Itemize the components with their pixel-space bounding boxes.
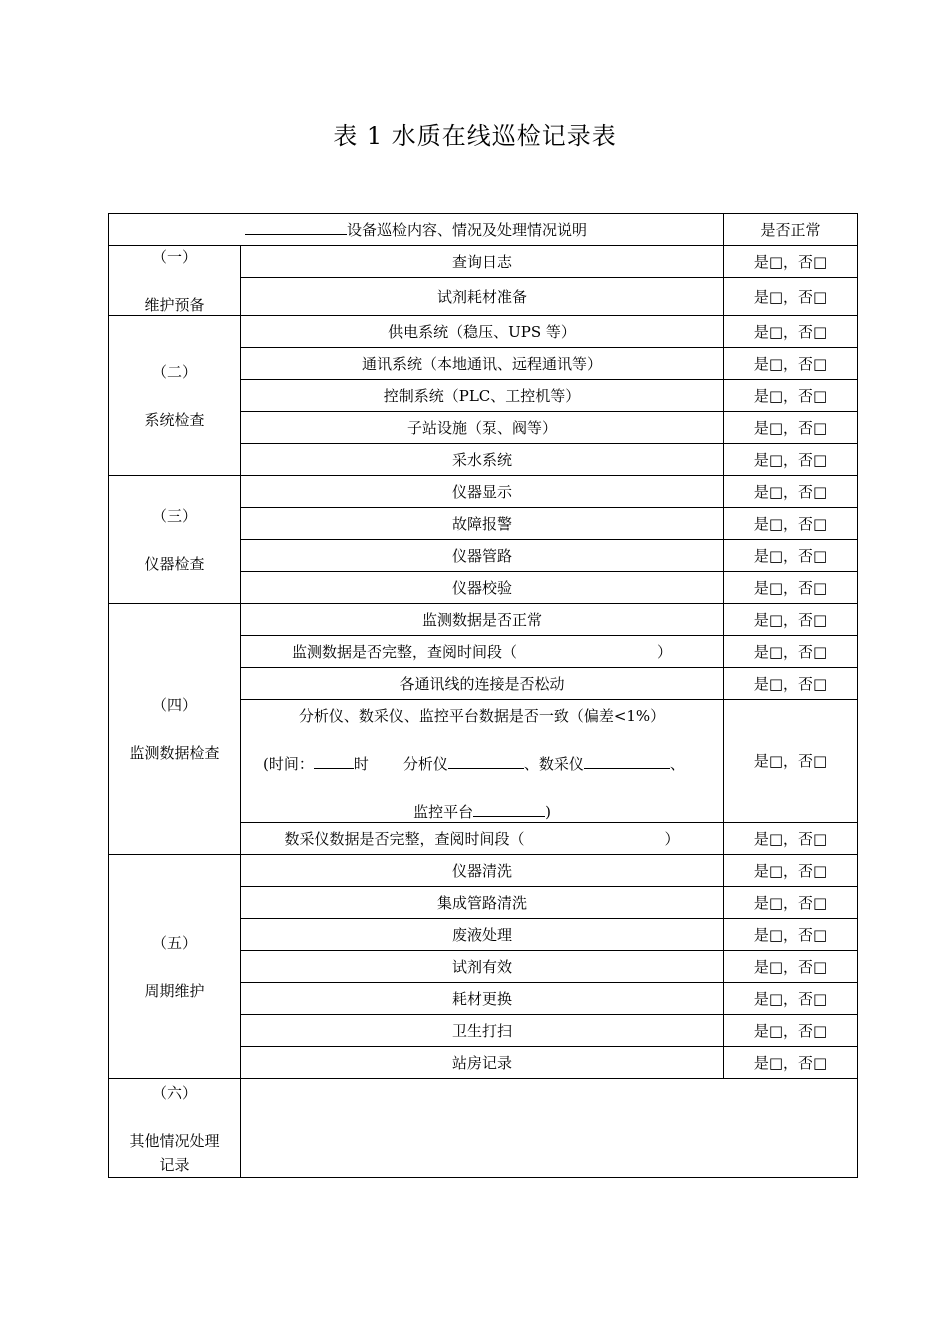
yes-no-checkbox[interactable]: 是□，否□ — [724, 700, 858, 823]
section-name: 仪器检查 — [144, 554, 205, 573]
yes-no-checkbox[interactable]: 是□，否□ — [724, 951, 858, 983]
section-1-cell — [109, 246, 241, 316]
section-3-cell — [109, 476, 241, 604]
yes-no-checkbox[interactable]: 是□，否□ — [724, 604, 858, 636]
section-number: （三） — [151, 506, 197, 525]
time-input[interactable] — [314, 754, 354, 769]
section-number: （二） — [151, 362, 197, 381]
section-number: （一） — [151, 247, 197, 266]
platform-field — [249, 802, 715, 822]
table-row — [109, 855, 858, 887]
item-cell: 查询日志 — [241, 246, 724, 278]
section-name: 系统检查 — [144, 410, 205, 429]
yes-no-checkbox[interactable]: 是□，否□ — [724, 246, 858, 278]
item-cell: 废液处理 — [241, 919, 724, 951]
yes-no-checkbox[interactable]: 是□，否□ — [724, 636, 858, 668]
inspection-form-table — [108, 213, 858, 1178]
yes-no-checkbox[interactable]: 是□，否□ — [724, 476, 858, 508]
yes-no-checkbox[interactable]: 是□，否□ — [724, 508, 858, 540]
close-paren: ） — [657, 642, 673, 661]
table-row — [109, 246, 858, 278]
yes-no-checkbox[interactable]: 是□，否□ — [724, 1047, 858, 1079]
collector-label: 数采仪 — [538, 755, 584, 773]
item-cell: 控制系统（PLC、工控机等） — [241, 380, 724, 412]
item-cell: 子站设施（泵、阀等） — [241, 412, 724, 444]
yes-no-checkbox[interactable]: 是□，否□ — [724, 380, 858, 412]
header-desc-label: 设备巡检内容、情况及处理情况说明 — [347, 220, 588, 239]
item-cell: 站房记录 — [241, 1047, 724, 1079]
item-cell: 仪器管路 — [241, 540, 724, 572]
yes-no-checkbox[interactable]: 是□，否□ — [724, 444, 858, 476]
analyzer-label: 分析仪 — [402, 755, 448, 773]
header-status-cell: 是否正常 — [724, 214, 858, 246]
yes-no-checkbox[interactable]: 是□，否□ — [724, 887, 858, 919]
item-cell: 采水系统 — [241, 444, 724, 476]
yes-no-checkbox[interactable]: 是□，否□ — [724, 1015, 858, 1047]
close-paren: ) — [545, 803, 551, 821]
comparison-fields — [249, 754, 715, 774]
section-number: （五） — [151, 933, 197, 952]
item-cell: 集成管路清洗 — [241, 887, 724, 919]
separator: 、 — [523, 755, 539, 773]
section-2-cell — [109, 316, 241, 476]
yes-no-checkbox[interactable]: 是□，否□ — [724, 572, 858, 604]
yes-no-checkbox[interactable]: 是□，否□ — [724, 540, 858, 572]
item-cell: 各通讯线的连接是否松动 — [241, 668, 724, 700]
section-name: 维护预备 — [144, 295, 205, 314]
other-notes-field[interactable] — [241, 1079, 858, 1178]
item-cell: 故障报警 — [241, 508, 724, 540]
item-cell: 仪器清洗 — [241, 855, 724, 887]
comparison-question: 分析仪、数采仪、监控平台数据是否一致（偏差<1%） — [298, 707, 666, 725]
yes-no-checkbox[interactable]: 是□，否□ — [724, 855, 858, 887]
page-title: 表 1 水质在线巡检记录表 — [333, 122, 617, 150]
section-name: 周期维护 — [144, 981, 205, 1000]
item-cell: 监测数据是否正常 — [241, 604, 724, 636]
section-number: （四） — [151, 696, 197, 714]
yes-no-checkbox[interactable]: 是□，否□ — [724, 919, 858, 951]
time-label: (时间： — [263, 755, 314, 773]
section-4-cell — [109, 604, 241, 855]
header-desc-cell — [109, 214, 724, 246]
section-name: 其他情况处理 — [129, 1132, 220, 1150]
table-row — [109, 476, 858, 508]
yes-no-checkbox[interactable]: 是□，否□ — [724, 668, 858, 700]
platform-input[interactable] — [473, 802, 545, 817]
separator: 、 — [669, 755, 685, 773]
item-cell — [241, 636, 724, 668]
yes-no-checkbox[interactable]: 是□，否□ — [724, 823, 858, 855]
item-label: 监测数据是否完整，查阅时间段（ — [291, 642, 517, 661]
table-row — [109, 316, 858, 348]
section-name-cont: 记录 — [159, 1156, 190, 1174]
item-cell: 通讯系统（本地通讯、远程通讯等） — [241, 348, 724, 380]
section-name: 监测数据检查 — [129, 744, 220, 762]
item-cell: 仪器校验 — [241, 572, 724, 604]
close-paren: ） — [664, 829, 680, 848]
item-cell: 仪器显示 — [241, 476, 724, 508]
item-cell: 试剂有效 — [241, 951, 724, 983]
section-number: （六） — [151, 1084, 197, 1102]
section-5-cell — [109, 855, 241, 1079]
hour-label: 时 — [353, 755, 369, 773]
yes-no-checkbox[interactable]: 是□，否□ — [724, 412, 858, 444]
yes-no-checkbox[interactable]: 是□，否□ — [724, 983, 858, 1015]
table-row — [109, 604, 858, 636]
collector-input[interactable] — [584, 754, 670, 769]
yes-no-checkbox[interactable]: 是□，否□ — [724, 348, 858, 380]
table-row — [109, 1079, 858, 1178]
section-6-cell — [109, 1079, 241, 1178]
yes-no-checkbox[interactable]: 是□，否□ — [724, 316, 858, 348]
item-label: 数采仪数据是否完整，查阅时间段（ — [284, 829, 525, 848]
blank-line[interactable] — [245, 220, 347, 235]
yes-no-checkbox[interactable]: 是□，否□ — [724, 278, 858, 316]
comparison-cell — [241, 700, 724, 823]
item-cell: 卫生打扫 — [241, 1015, 724, 1047]
item-cell: 试剂耗材准备 — [241, 278, 724, 316]
platform-label: 监控平台 — [413, 803, 474, 821]
table-header-row — [109, 214, 858, 246]
analyzer-input[interactable] — [448, 754, 524, 769]
item-cell: 供电系统（稳压、UPS 等） — [241, 316, 724, 348]
item-cell — [241, 823, 724, 855]
item-cell: 耗材更换 — [241, 983, 724, 1015]
